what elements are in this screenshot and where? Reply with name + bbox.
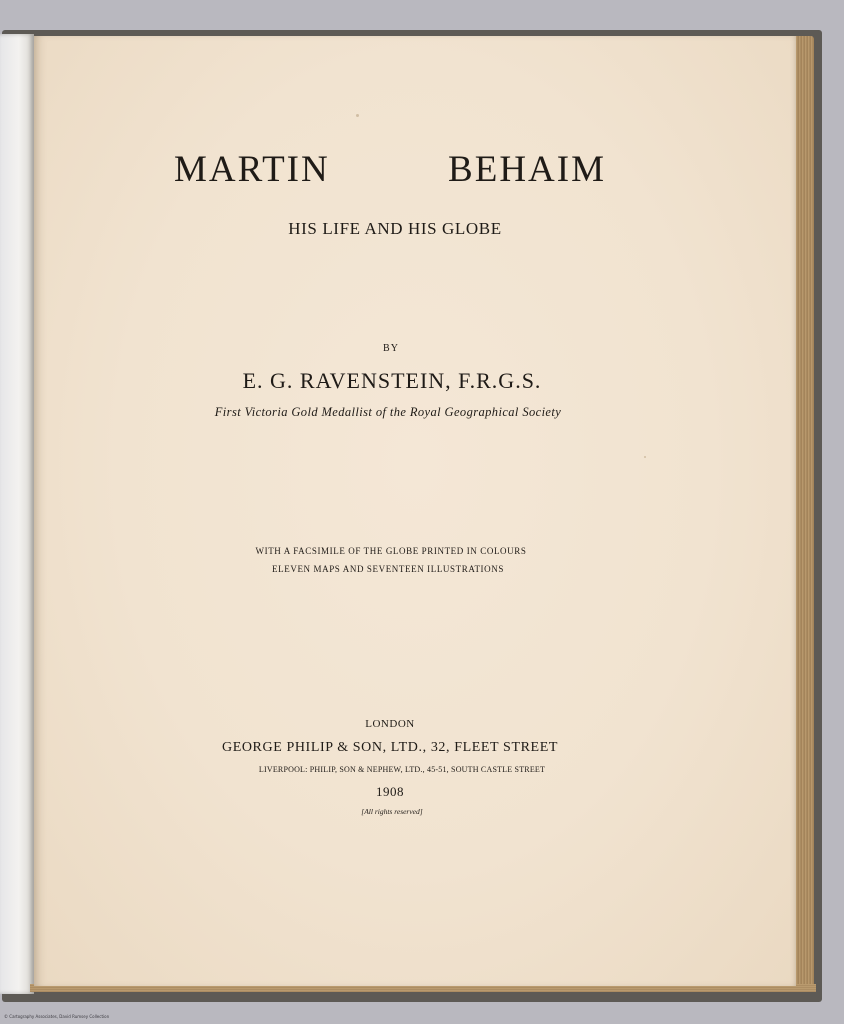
- book-title-word-2: BEHAIM: [448, 149, 606, 190]
- book-title-word-1: MARTIN: [174, 149, 330, 190]
- author-distinction: First Victoria Gold Medallist of the Royal Geographical Society: [214, 405, 562, 419]
- contents-note-line-2: ELEVEN MAPS AND SEVENTEEN ILLUSTRATIONS: [272, 564, 504, 574]
- book-title: [174, 148, 606, 191]
- paper-speck: [644, 456, 646, 458]
- publisher-line: GEORGE PHILIP & SON, LTD., 32, FLEET STREET: [221, 740, 558, 755]
- title-page: [34, 36, 796, 986]
- contents-note-line-1: WITH A FACSIMILE OF THE GLOBE PRINTED IN COLOURS: [255, 546, 527, 556]
- by-line: BY: [383, 343, 399, 354]
- publication-year: 1908: [376, 784, 404, 799]
- liverpool-publisher-line: LIVERPOOL: PHILIP, SON & NEPHEW, LTD., 45-51, SOUTH CASTLE STREET: [258, 765, 546, 774]
- paper-speck: [356, 114, 359, 117]
- left-facing-page-edge: [0, 34, 34, 994]
- author-name: E. G. RAVENSTEIN, F.R.G.S.: [242, 368, 542, 393]
- collection-credit: © Cartography Associates, David Rumsey Collection: [4, 1014, 110, 1019]
- book-subtitle: HIS LIFE AND HIS GLOBE: [288, 219, 502, 238]
- rights-notice: [All rights reserved]: [361, 807, 423, 816]
- publication-city: LONDON: [365, 718, 415, 730]
